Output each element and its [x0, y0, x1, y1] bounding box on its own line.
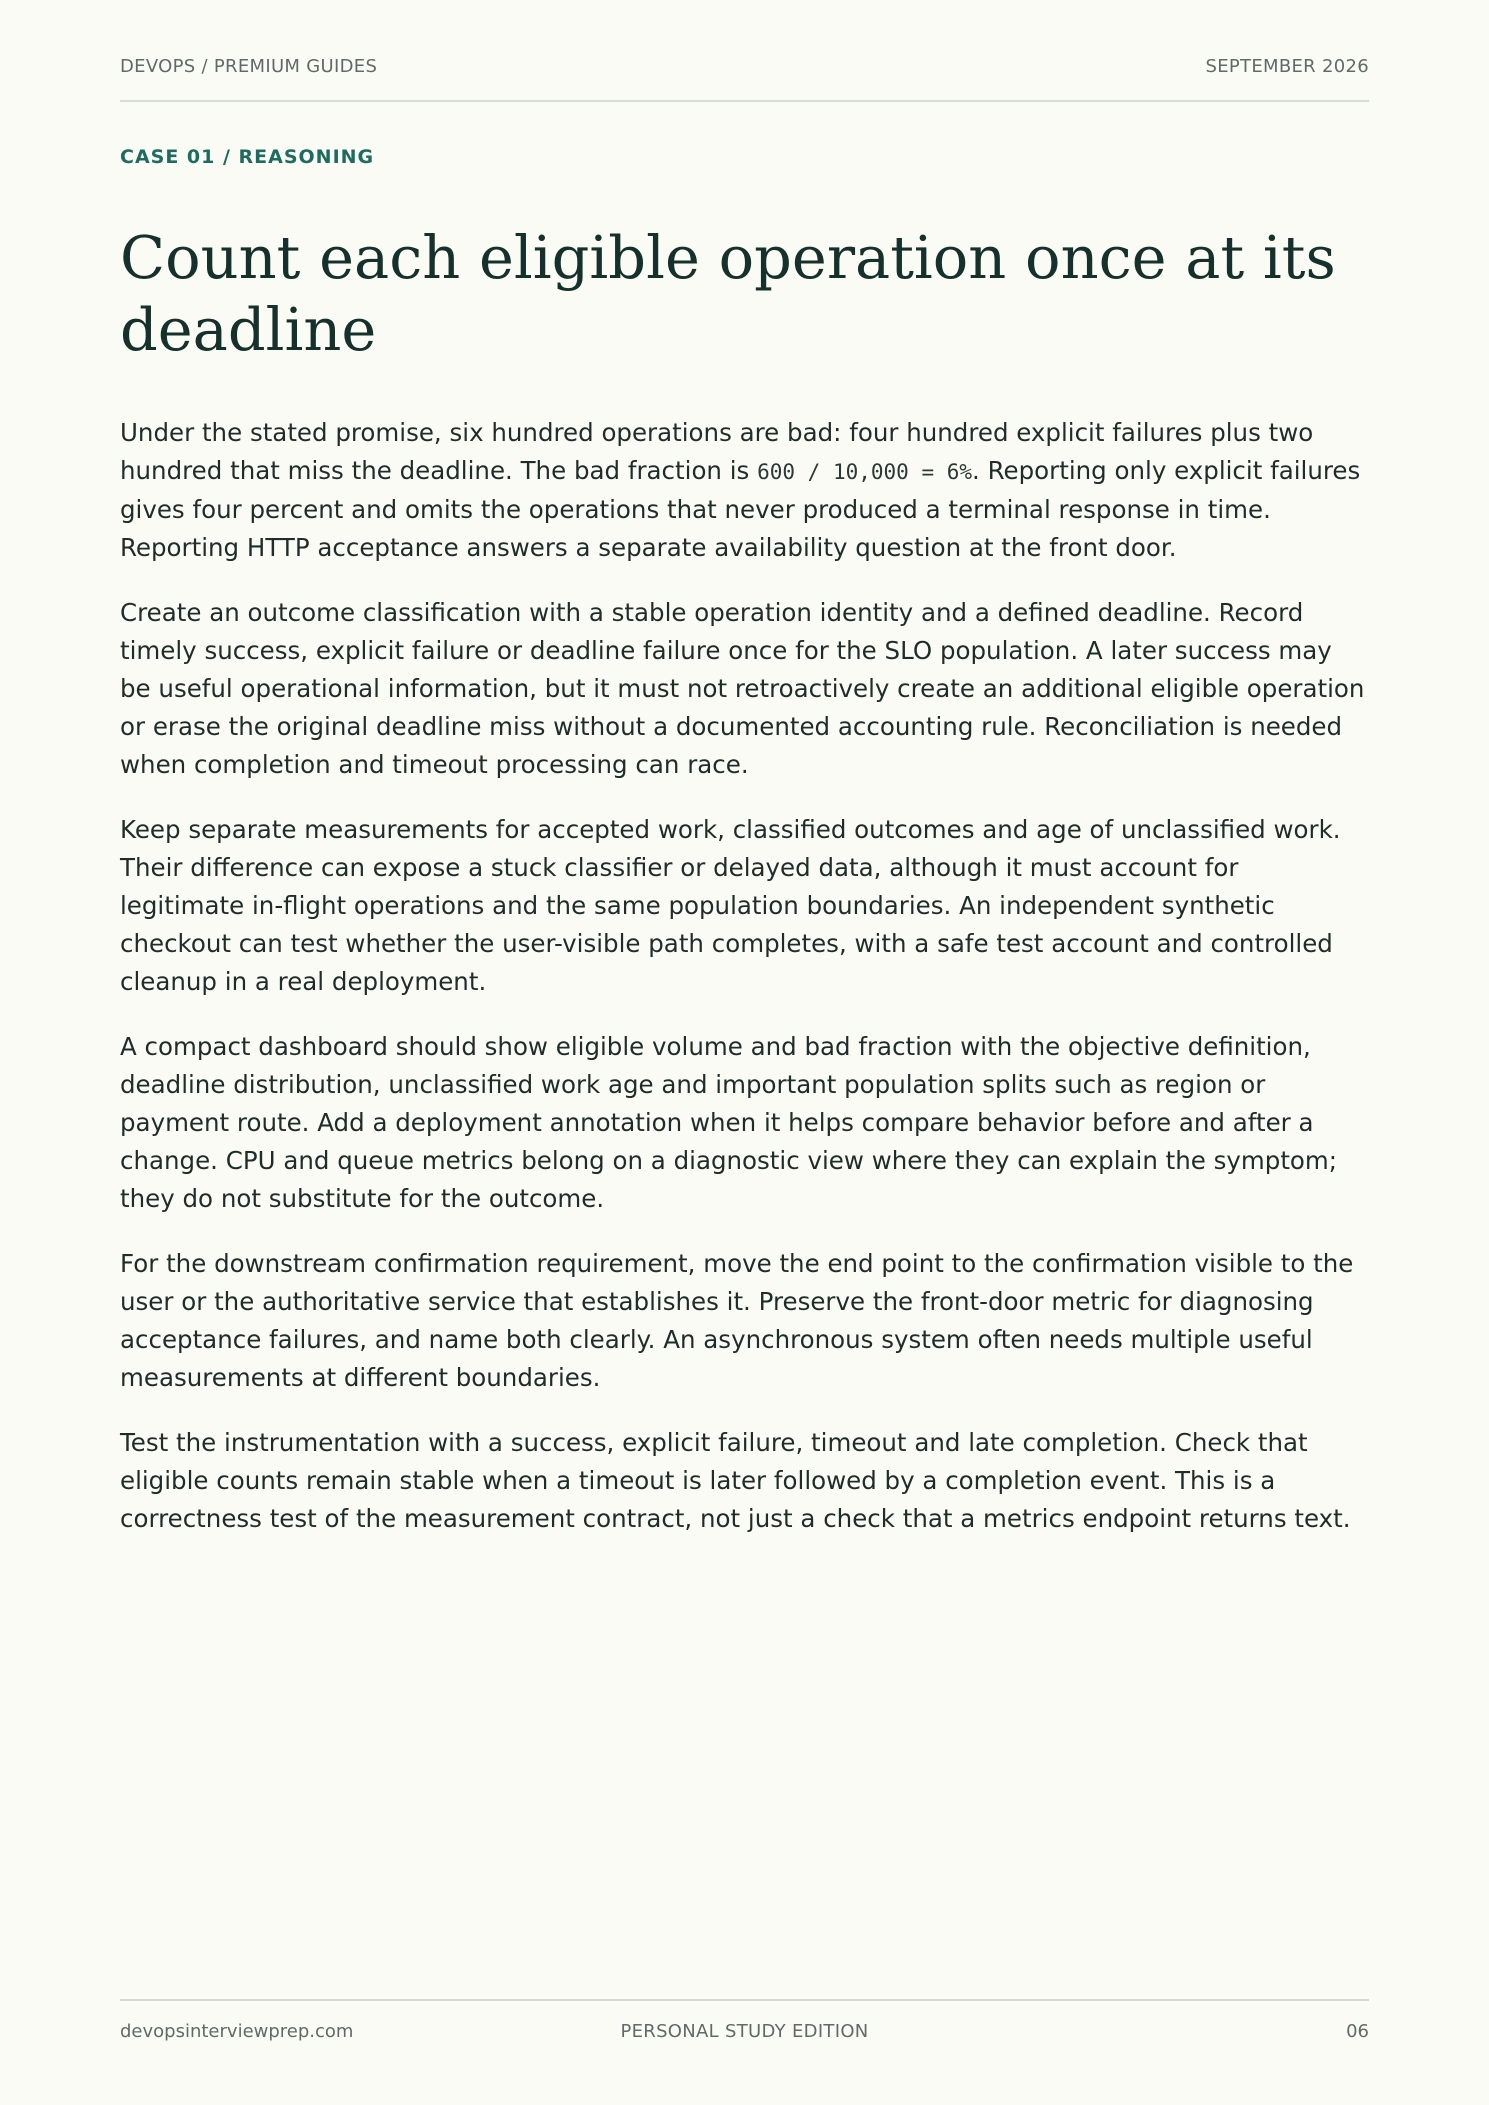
footer-edition: PERSONAL STUDY EDITION [620, 2021, 869, 2042]
header-divider [120, 100, 1369, 102]
footer-divider [120, 1999, 1369, 2001]
paragraph-1-text-before: Under the stated promise, six hundred operations are bad: four hundred explicit failures plus two hundred that miss the deadline. The bad fraction is [120, 418, 1314, 485]
article-body [120, 414, 1369, 1565]
running-footer [120, 2021, 1369, 2041]
paragraph-3: Keep separate measurements for accepted work, classified outcomes and age of unclassified work. Their difference can expose a stuck classifier or delayed data, although it must account for legitimate in-flight operations and the same population boundaries. An independent synthetic checkout can test whether the user-visible path completes, with a safe test account and controlled cleanup in a real deployment. [120, 815, 1341, 996]
paragraph-1 [120, 414, 1369, 567]
document-page [120, 0, 1369, 2105]
paragraph-4: A compact dashboard should show eligible volume and bad fraction with the objective definition, deadline distribution, unclassified work age and important population splits such as region or payment route. Add a deployment annotation when it helps compare behavior before and after a change. CPU and queue metrics belong on a diagnostic view where they can explain the symptom; they do not substitute for the outcome. [120, 1032, 1338, 1213]
case-kicker: CASE 01 / REASONING [120, 146, 375, 168]
paragraph-5: For the downstream confirmation requirement, move the end point to the confirmation visible to the user or the authoritative service that establishes it. Preserve the front-door metric for diagnosing acceptance failures, and name both clearly. An asynchronous system often needs multiple useful measurements at different boundaries. [120, 1249, 1354, 1392]
paragraph-6: Test the instrumentation with a success, explicit failure, timeout and late completion. Check that eligible counts remain stable when a timeout is later followed by a completion event. This is a correctness test of the measurement contract, not just a check that a metrics endpoint returns text. [120, 1428, 1351, 1533]
paragraph-2: Create an outcome classification with a stable operation identity and a defined deadline. Record timely success, explicit failure or deadline failure once for the SLO population. A later success may be useful operational information, but it must not retroactively create an additional eligible operation or erase the original deadline miss without a documented accounting rule. Reconciliation is needed when completion and timeout processing can race. [120, 598, 1365, 779]
header-date: SEPTEMBER 2026 [1205, 56, 1369, 77]
paragraph-1-text-after: . Reporting only explicit failures gives four percent and omits the operations that never produced a terminal response in time. Reporting HTTP acceptance answers a separate availability question at the front door. [120, 456, 1361, 562]
footer-site: devopsinterviewprep.com [120, 2021, 354, 2042]
bad-fraction-formula: 600 / 10,000 = 6% [757, 460, 973, 484]
running-header [120, 56, 1369, 76]
page-title: Count each eligible operation once at its deadline [120, 223, 1336, 364]
page-number: 06 [1346, 2021, 1369, 2042]
header-section-label: DEVOPS / PREMIUM GUIDES [120, 56, 378, 77]
